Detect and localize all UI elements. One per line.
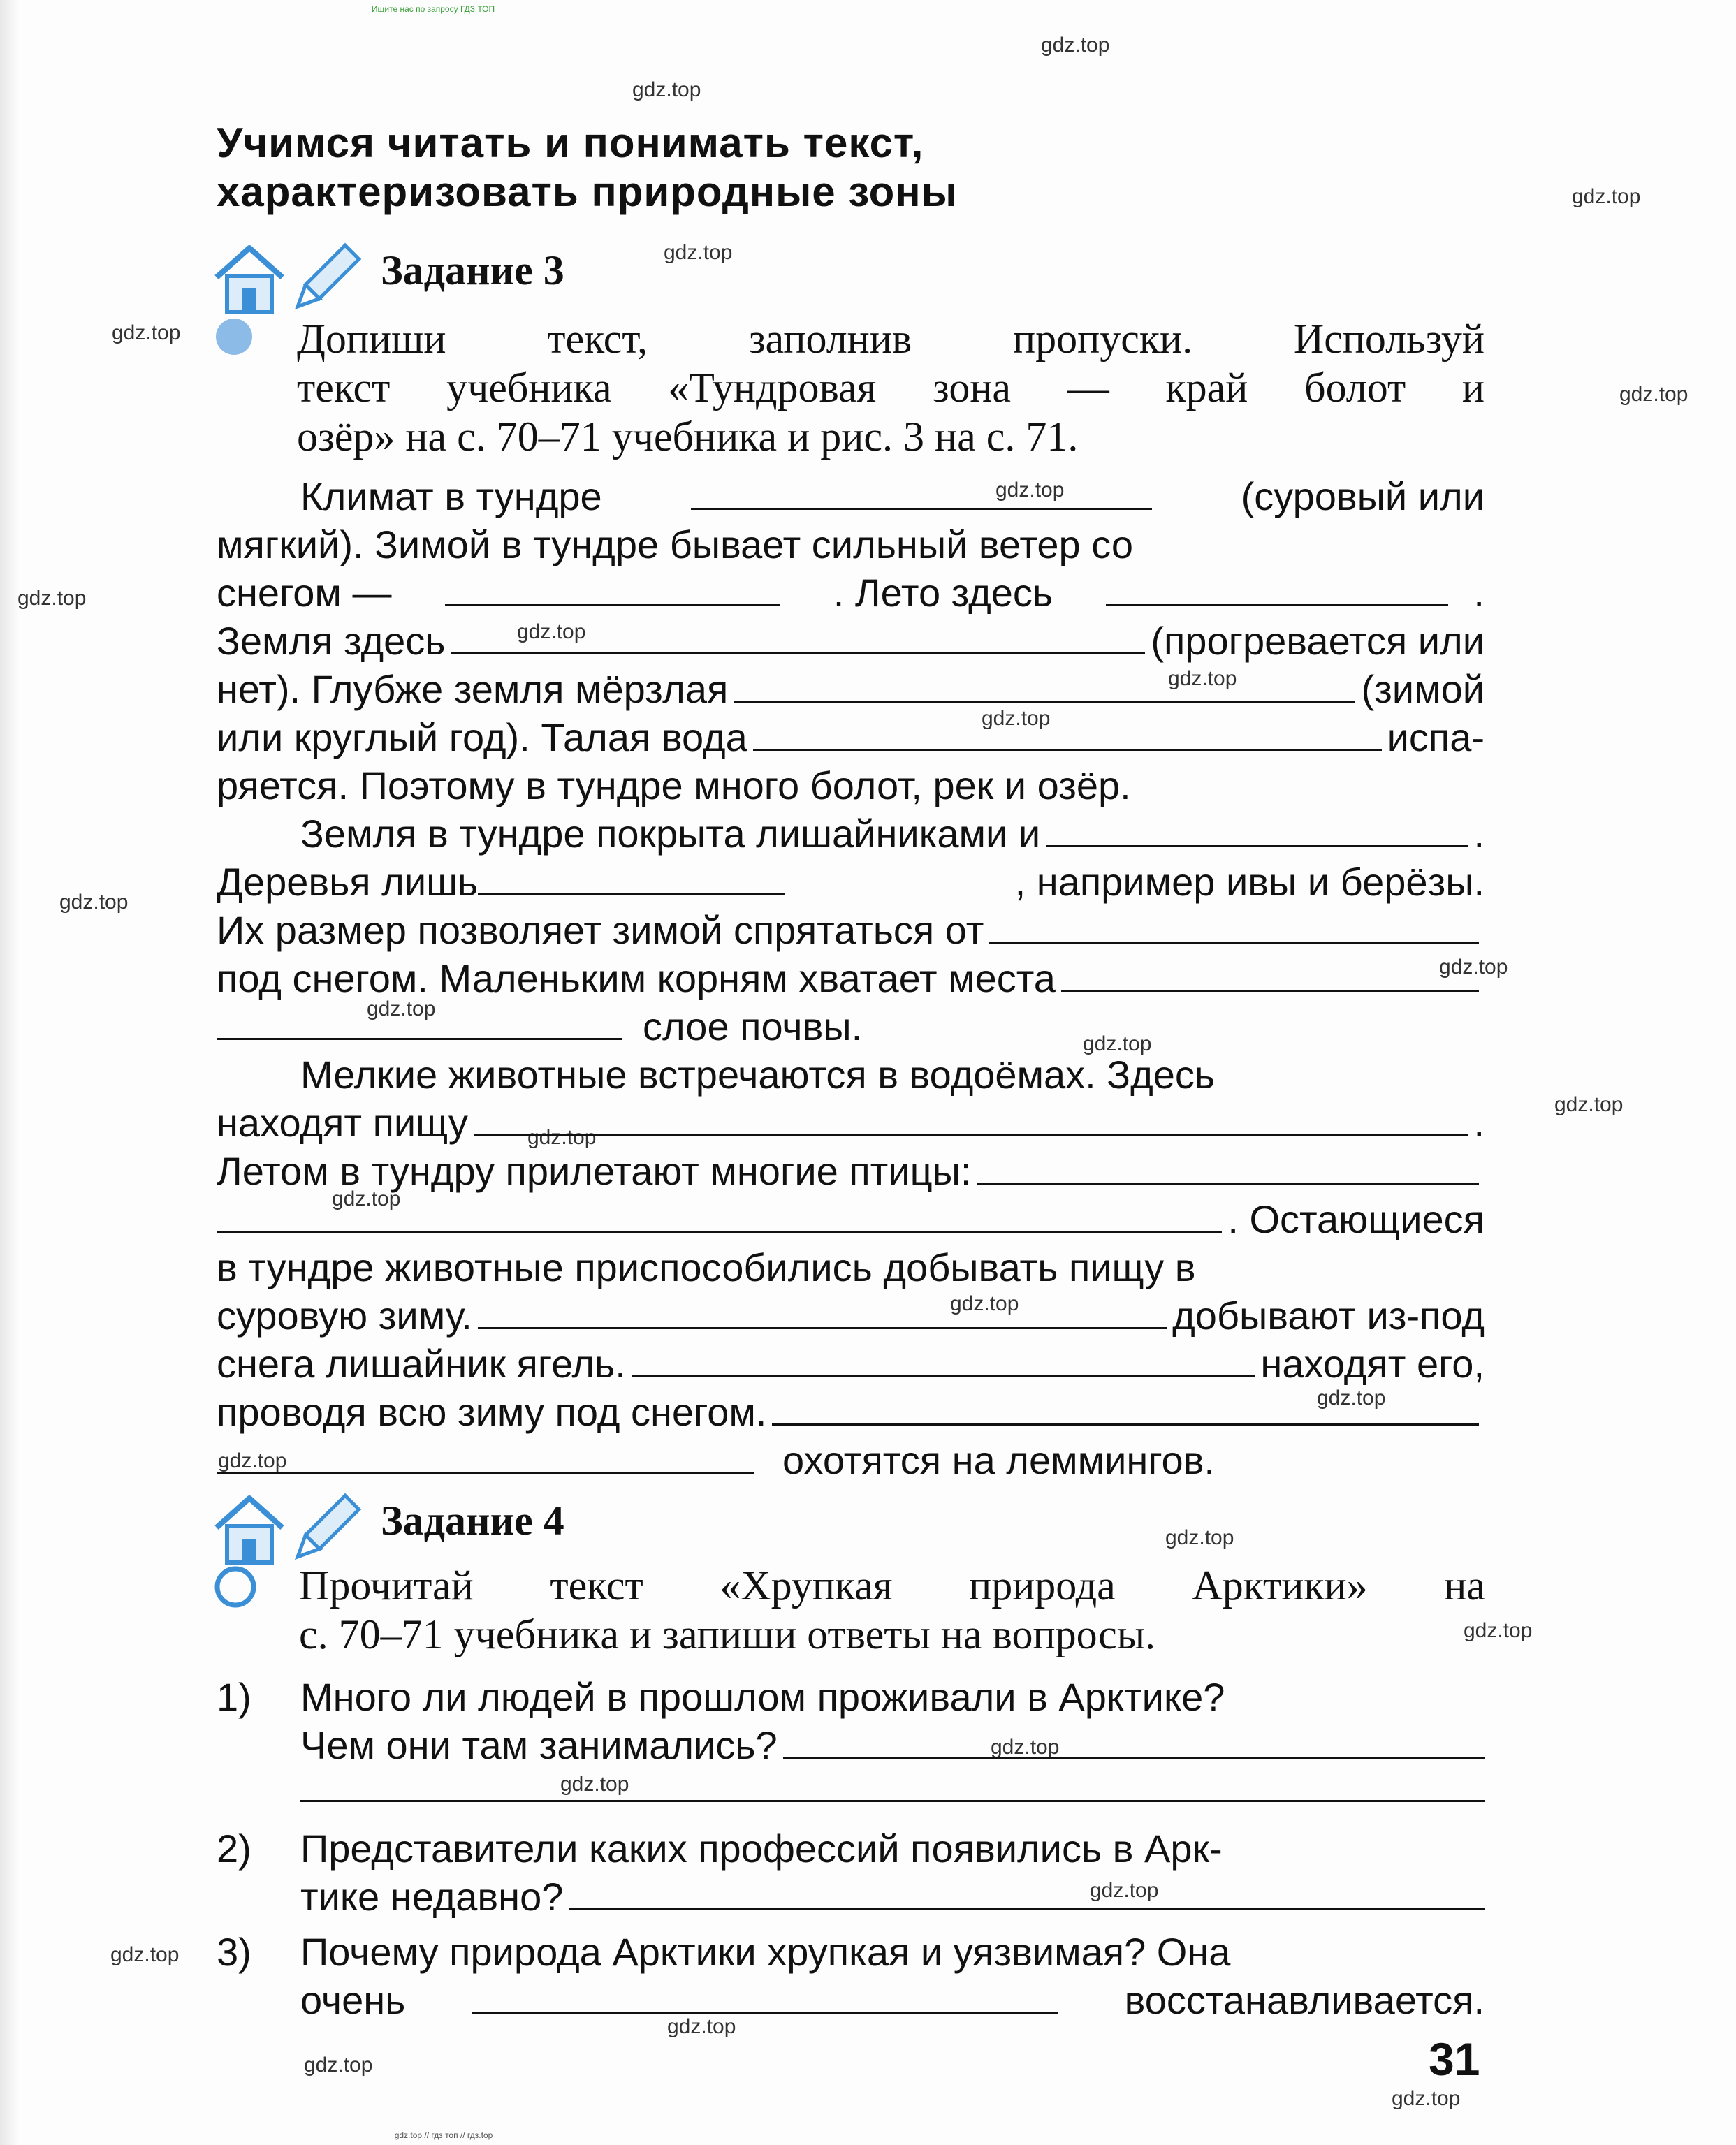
- text-line: [217, 1291, 1485, 1340]
- text-fragment: охотятся на леммингов.: [782, 1438, 1215, 1482]
- bottom-banner: gdz.top // гдз топ // гдз.top: [394, 2130, 493, 2140]
- answer-blank[interactable]: [977, 1152, 1480, 1185]
- instruction-line: Прочитай текст «Хрупкая природа Арктики» на: [299, 1562, 1485, 1609]
- question-text: Представители каких профессий появились в Арк-: [300, 1826, 1223, 1871]
- question-line: [300, 1769, 1485, 1817]
- watermark: gdz.top: [517, 620, 586, 643]
- text-line: [217, 520, 1485, 569]
- text-fragment: нет). Глубже земля мёрзлая: [217, 667, 729, 711]
- instruction-line: с. 70–71 учебника и запиши ответы на вопросы.: [299, 1611, 1156, 1657]
- question-text: Много ли людей в прошлом проживали в Арктике?: [300, 1675, 1225, 1719]
- answer-blank[interactable]: [632, 1345, 1255, 1377]
- text-fragment: снегом —: [217, 571, 392, 615]
- text-line: [217, 1050, 1485, 1099]
- text-fragment: испа-: [1387, 715, 1485, 759]
- answer-blank[interactable]: [734, 670, 1355, 703]
- top-banner: Ищите нас по запросу ГДЗ ТОП: [371, 4, 495, 14]
- text-fragment: суровую зиму.: [217, 1294, 472, 1338]
- watermark: gdz.top: [110, 1943, 180, 1966]
- watermark: gdz.top: [1041, 34, 1110, 57]
- question-line: [300, 1873, 1485, 1921]
- question-1: [217, 1673, 1485, 1820]
- watermark: gdz.top: [1439, 956, 1508, 979]
- question-line: [300, 1976, 1485, 2024]
- watermark: gdz.top: [332, 1187, 401, 1210]
- answer-blank[interactable]: [569, 1877, 1485, 1910]
- text-line: [217, 858, 1485, 906]
- text-fragment: Деревья лишь: [217, 860, 479, 904]
- text-line: [217, 1147, 1485, 1195]
- watermark: gdz.top: [59, 891, 129, 914]
- home-pencil-icon: [213, 1491, 367, 1568]
- text-fragment: находят его,: [1260, 1342, 1485, 1386]
- question-text: Чем они там занимались?: [300, 1723, 778, 1767]
- text-fragment: мягкий). Зимой в тундре бывает сильный ветер со: [217, 522, 1133, 566]
- answer-blank[interactable]: [451, 622, 1145, 654]
- answer-blank[interactable]: [1061, 959, 1479, 992]
- text-fragment: (прогревается или: [1151, 619, 1485, 663]
- watermark: gdz.top: [560, 1773, 629, 1796]
- text-line: [217, 906, 1485, 954]
- watermark: gdz.top: [1317, 1386, 1386, 1410]
- question-3: [217, 1928, 1485, 2026]
- watermark: gdz.top: [1168, 667, 1237, 690]
- text-fragment: или круглый год). Талая вода: [217, 715, 747, 759]
- text-fragment: (суровый или: [1241, 474, 1485, 518]
- answer-blank[interactable]: [217, 1007, 622, 1040]
- text-fragment: находят пищу: [217, 1101, 468, 1145]
- watermark: gdz.top: [991, 1736, 1060, 1759]
- watermark: gdz.top: [218, 1449, 287, 1472]
- text-line: [217, 617, 1485, 665]
- watermark: gdz.top: [367, 997, 436, 1020]
- question-line: [300, 1928, 1485, 1976]
- text-fragment: под снегом. Маленьким корням хватает места: [217, 956, 1056, 1000]
- text-line: [217, 1340, 1485, 1388]
- task3-label: Задание 3: [381, 247, 564, 293]
- watermark: gdz.top: [950, 1292, 1019, 1315]
- answer-blank[interactable]: [472, 1981, 1058, 2014]
- question-line: [300, 1673, 1485, 1721]
- watermark: gdz.top: [995, 478, 1065, 502]
- watermark: gdz.top: [1165, 1526, 1234, 1549]
- question-text: Почему природа Арктики хрупкая и уязвимая? Она: [300, 1930, 1231, 1974]
- question-text: очень: [300, 1978, 406, 2022]
- text-fragment: .: [1473, 812, 1485, 856]
- watermark: gdz.top: [1090, 1879, 1159, 1902]
- text-line: [217, 665, 1485, 713]
- text-fragment: . Лето здесь: [833, 571, 1053, 615]
- question-text: тике недавно?: [300, 1875, 564, 1919]
- text-line: [217, 1002, 1485, 1050]
- text-fragment: (зимой: [1361, 667, 1485, 711]
- task4-label: Задание 4: [381, 1498, 564, 1544]
- answer-blank[interactable]: [691, 477, 1152, 510]
- task3-instruction: [297, 314, 1485, 461]
- text-line: [217, 761, 1485, 810]
- watermark: gdz.top: [1392, 2087, 1461, 2110]
- text-line: [217, 1388, 1485, 1436]
- task4-instruction: [299, 1561, 1485, 1659]
- text-line: [217, 569, 1485, 617]
- answer-blank[interactable]: [217, 1200, 1222, 1233]
- answer-blank[interactable]: [478, 1296, 1167, 1329]
- watermark: gdz.top: [667, 2015, 736, 2038]
- task3-text: [217, 472, 1485, 1484]
- page-edge: [0, 0, 20, 2145]
- answer-blank[interactable]: [989, 911, 1479, 944]
- answer-blank[interactable]: [1106, 573, 1448, 606]
- page-number: 31: [1429, 2033, 1480, 2085]
- watermark: gdz.top: [1572, 185, 1641, 208]
- home-pencil-icon: [213, 241, 367, 318]
- text-fragment: , например ивы и берёзы.: [1014, 860, 1485, 904]
- watermark: gdz.top: [112, 321, 181, 344]
- answer-blank[interactable]: [783, 1726, 1485, 1759]
- text-fragment: .: [1473, 1101, 1485, 1145]
- answer-blank[interactable]: [772, 1393, 1479, 1426]
- text-line: [217, 713, 1485, 761]
- page-title: [217, 119, 1509, 217]
- watermark: gdz.top: [1083, 1032, 1152, 1055]
- text-fragment: слое почвы.: [643, 1004, 863, 1048]
- watermark: gdz.top: [527, 1126, 597, 1149]
- text-fragment: проводя всю зиму под снегом.: [217, 1390, 767, 1434]
- text-fragment: Их размер позволяет зимой спрятаться от: [217, 908, 984, 952]
- answer-blank[interactable]: [1046, 814, 1468, 847]
- filled-circle-icon: [213, 316, 255, 358]
- answer-blank[interactable]: [300, 1769, 1485, 1802]
- watermark: gdz.top: [664, 241, 733, 264]
- text-fragment: Климат в тундре: [300, 474, 602, 518]
- text-line: [217, 954, 1485, 1002]
- watermark: gdz.top: [1554, 1093, 1624, 1116]
- text-fragment: .: [1473, 571, 1485, 615]
- answer-blank[interactable]: [753, 718, 1382, 751]
- text-line: [217, 1099, 1485, 1147]
- watermark: gdz.top: [304, 2054, 373, 2077]
- question-2: [217, 1824, 1485, 1922]
- question-text: восстанавливается.: [1124, 1978, 1485, 2022]
- text-fragment: в тундре животные приспособились добывать пищу в: [217, 1245, 1196, 1289]
- watermark: gdz.top: [1464, 1619, 1533, 1642]
- instruction-line: текст учебника «Тундровая зона — край болот и: [297, 365, 1485, 411]
- text-line: [217, 810, 1485, 858]
- answer-blank[interactable]: [445, 573, 780, 606]
- text-fragment: Земля в тундре покрыта лишайниками и: [300, 812, 1041, 856]
- text-fragment: Мелкие животные встречаются в водоёмах. Здесь: [300, 1053, 1216, 1097]
- watermark: gdz.top: [17, 587, 87, 610]
- text-fragment: Земля здесь: [217, 619, 446, 663]
- answer-blank[interactable]: [474, 1104, 1468, 1136]
- question-line: [300, 1824, 1485, 1873]
- answer-blank[interactable]: [478, 863, 785, 895]
- question-line: [300, 1721, 1485, 1769]
- title-line: характеризовать природные зоны: [217, 168, 958, 215]
- text-fragment: Летом в тундру прилетают многие птицы:: [217, 1149, 972, 1193]
- question-number: 1): [217, 1675, 251, 1719]
- question-number: 2): [217, 1826, 251, 1871]
- watermark: gdz.top: [1619, 383, 1688, 406]
- watermark: gdz.top: [632, 78, 701, 101]
- text-line: [217, 1436, 1485, 1484]
- answer-blank[interactable]: [217, 1441, 754, 1474]
- text-fragment: добывают из-под: [1172, 1294, 1485, 1338]
- text-line: [217, 1195, 1485, 1243]
- text-fragment: . Остающиеся: [1227, 1197, 1485, 1241]
- instruction-line: озёр» на с. 70–71 учебника и рис. 3 на с. 71.: [297, 413, 1079, 460]
- text-line: [217, 1243, 1485, 1291]
- text-line: [217, 472, 1485, 520]
- instruction-line: Допиши текст, заполнив пропуски. Используй: [297, 316, 1485, 362]
- question-number: 3): [217, 1930, 251, 1974]
- empty-circle-icon: [213, 1565, 258, 1609]
- title-line: Учимся читать и понимать текст,: [217, 119, 924, 166]
- text-fragment: снега лишайник ягель.: [217, 1342, 626, 1386]
- text-fragment: ряется. Поэтому в тундре много болот, рек и озёр.: [217, 763, 1131, 807]
- watermark: gdz.top: [982, 707, 1051, 730]
